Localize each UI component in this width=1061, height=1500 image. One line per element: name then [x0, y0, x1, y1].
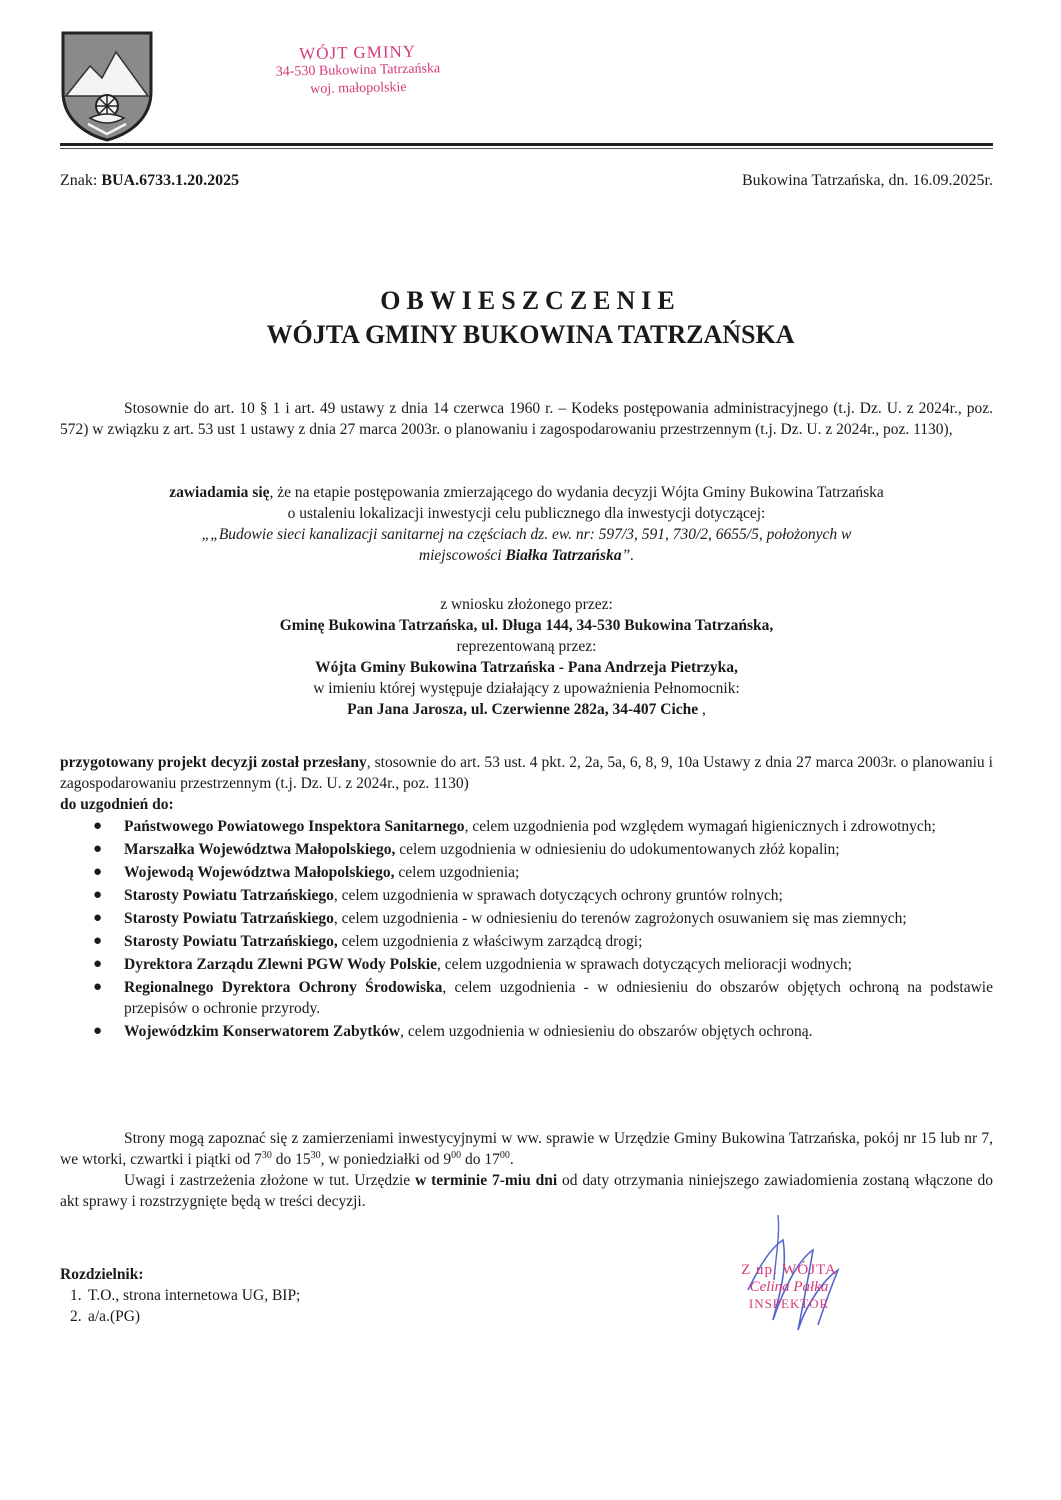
header-stamp	[257, 42, 458, 100]
list-item: ● Starosty Powiatu Tatrzańskiego, celem uzgodnienia - w odniesieniu do terenów zagrożonych osuwaniem się mas ziemnych;	[93, 910, 907, 927]
reference-number: Znak: BUA.6733.1.20.2025	[60, 172, 240, 189]
notice-paragraph: zawiadamia się, że na etapie postępowania zmierzającego do wydania decyzji Wójta Gminy Bukowina Tatrzańska o ustaleniu lokalizacji inwestycji celu publicznego dla inwestycji dotyczącej: „„Budowie sieci kanalizacji sanitarnej na częściach dz. ew. nr: 597/3, 591, 730/2, 6655/5, położonych w miejscowości Białka Tatrzańska”.	[169, 484, 884, 564]
list-item: ● Starosty Powiatu Tatrzańskiego, celem uzgodnienia w sprawach dotyczących ochrony gruntów rolnych;	[93, 887, 783, 904]
document-title: OBWIESZCZENIE	[380, 286, 681, 315]
signature-stamp-line-2: Celina Pałka	[749, 1279, 829, 1295]
header-divider-thin	[60, 148, 993, 149]
list-item: 2. a/a.(PG)	[70, 1308, 141, 1325]
coat-of-arms-logo	[60, 30, 154, 142]
prepared-paragraph: przygotowany projekt decyzji został przesłany, stosownie do art. 53 ust. 4 pkt. 2, 2a, 5a, 6, 8, 9, 10a Ustawy z dnia 27 marca 2003r. o planowaniu i zagospodarowaniu przestrzennym (t.j. Dz. U. z 2024r., poz. 1130) do uzgodnień do:	[60, 754, 993, 813]
applicant-block: z wniosku złożonego przez: Gminę Bukowina Tatrzańska, ul. Długa 144, 34-530 Bukowina Tatrzańska, reprezentowaną przez: Wójta Gminy Bukowina Tatrzańska - Pana Andrzeja Pietrzyka, w imieniu której występuje działający z upoważnienia Pełnomocnik: Pan Jana Jarosza, ul. Czerwienne 282a, 34-407 Ciche ,	[279, 596, 774, 718]
document-date: Bukowina Tatrzańska, dn. 16.09.2025r.	[742, 172, 993, 189]
list-item: ● Regionalnego Dyrektora Ochrony Środowiska, celem uzgodnienia - w odniesieniu do obszarów objętych ochroną na podstawie przepisów o ochronie przyrody.	[93, 979, 993, 1017]
list-item: 1. T.O., strona internetowa UG, BIP;	[70, 1287, 301, 1304]
list-item: ● Dyrektora Zarządu Zlewni PGW Wody Polskie, celem uzgodnienia w sprawach dotyczących melioracji wodnych;	[93, 956, 852, 973]
parties-paragraph: Strony mogą zapoznać się z zamierzeniami inwestycyjnymi w ww. sprawie w Urzędzie Gminy Bukowina Tatrzańska, pokój nr 15 lub nr 7, we wtorki, czwartki i piątki od $7^{30}$ do $15^{30}$, w poniedziałki od $9^{00}$ do $17^{00}$.	[60, 1130, 993, 1168]
distribution-list	[60, 1285, 300, 1327]
list-item: ● Wojewodą Województwa Małopolskiego, celem uzgodnienia;	[93, 864, 520, 881]
document-subtitle: WÓJTA GMINY BUKOWINA TATRZAŃSKA	[266, 320, 795, 349]
stamp-line-3: woj. małopolskie	[310, 79, 407, 98]
intro-paragraph: Stosownie do art. 10 § 1 i art. 49 ustawy z dnia 14 czerwca 1960 r. – Kodeks postępowania administracyjnego (t.j. Dz. U. z 2024r., poz. 572) w związku z art. 53 ust 1 ustawy z dnia 27 marca 2003r. o planowaniu i zagospodarowaniu przestrzennym (t.j. Dz. U. z 2024r., poz. 1130),	[60, 400, 993, 438]
signature-stamp-line-3: INSPEKTOR	[748, 1296, 830, 1311]
header-divider-thick	[60, 143, 993, 146]
distribution-title: Rozdzielnik:	[60, 1266, 144, 1283]
stamp-line-2: 34-530 Bukowina Tatrzańska	[275, 61, 441, 80]
stamp-line-1: WÓJT GMINY	[298, 41, 417, 64]
list-item: ● Starosty Powiatu Tatrzańskiego, celem uzgodnienia z właściwym zarządcą drogi;	[93, 933, 643, 950]
list-item: ● Wojewódzkim Konserwatorem Zabytków, celem uzgodnienia w odniesieniu do obszarów objętych ochroną.	[93, 1023, 813, 1040]
signature-stamp	[734, 1262, 844, 1312]
list-item: ● Państwowego Powiatowego Inspektora Sanitarnego, celem uzgodnienia pod względem wymagań higienicznych i zdrowotnych;	[93, 818, 936, 835]
remarks-paragraph: Uwagi i zastrzeżenia złożone w tut. Urzędzie w terminie 7-miu dni od daty otrzymania niniejszego zawiadomienia zostaną włączone do akt sprawy i rozstrzygnięte będą w treści decyzji.	[60, 1172, 993, 1210]
list-item: ● Marszałka Województwa Małopolskiego, celem uzgodnienia w odniesieniu do udokumentowanych złóż kopalin;	[93, 841, 840, 858]
signature-stamp-line-1: Z up. WÓJTA	[741, 1262, 837, 1278]
consultation-list	[60, 816, 993, 1044]
